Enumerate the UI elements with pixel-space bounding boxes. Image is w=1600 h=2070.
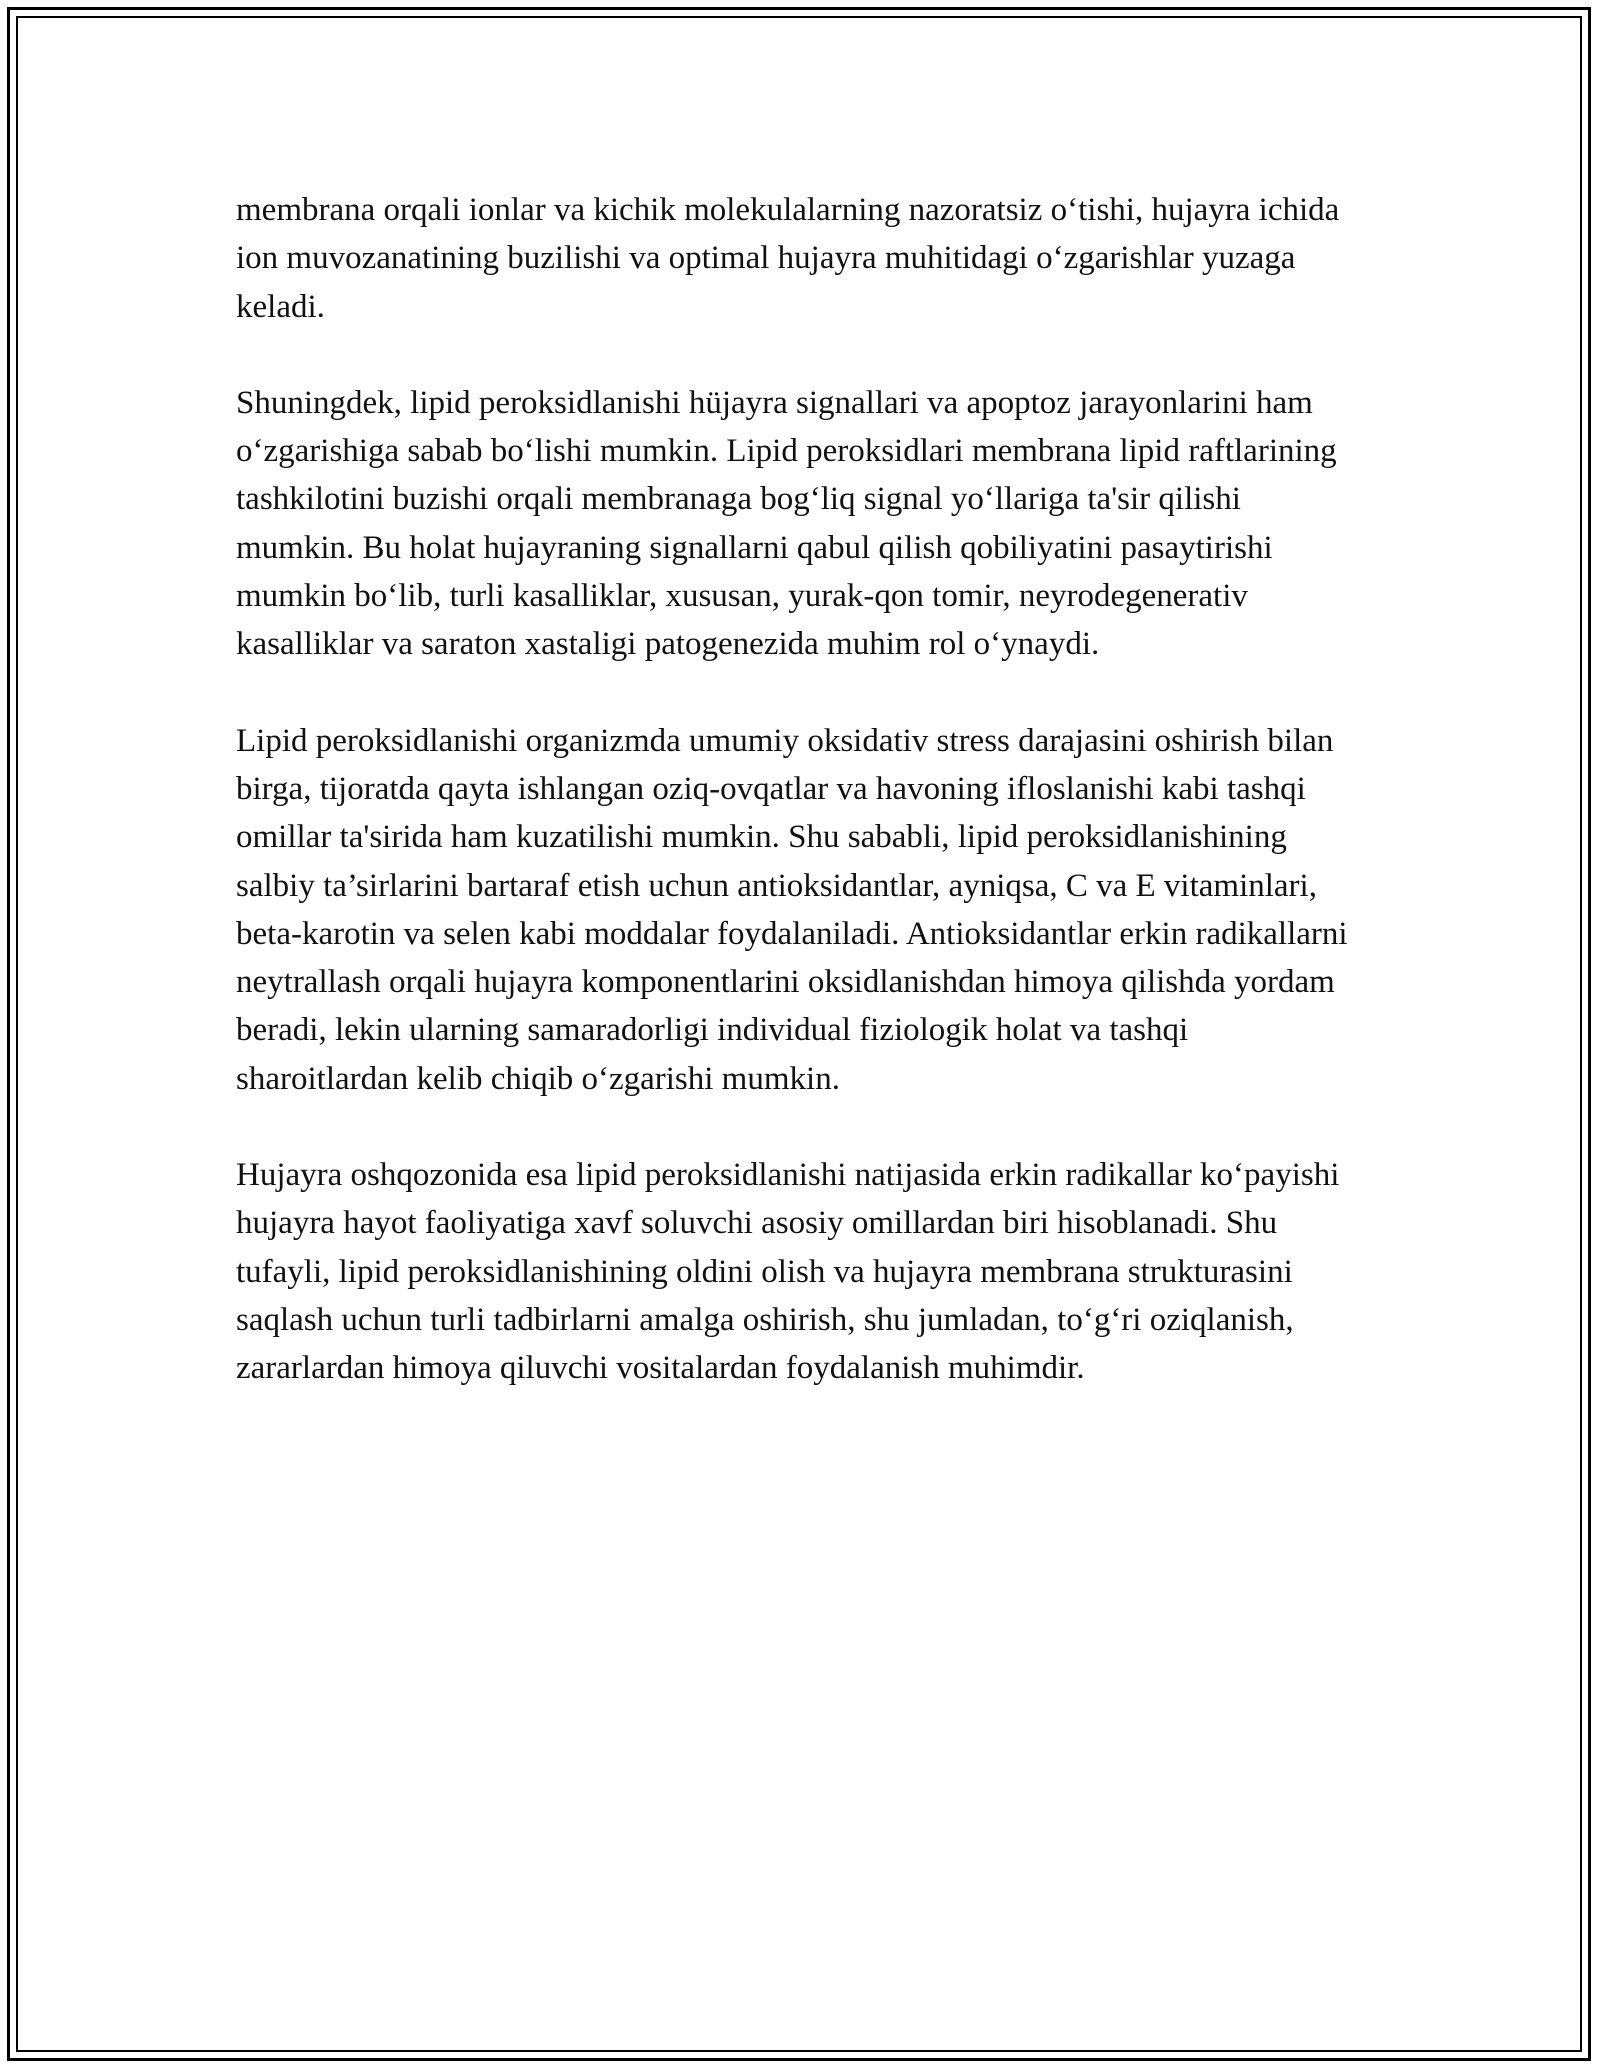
document-body xyxy=(236,186,1366,1393)
paragraph-membrane-transport: membrana orqali ionlar va kichik molekulalarning nazoratsiz o‘tishi, hujayra ichida ion muvozanatining buzilishi va optimal hujayra muhitidagi o‘zgarishlar yuzaga keladi. xyxy=(236,192,1340,325)
paragraph-antioxidants: Lipid peroksidlanishi organizmda umumiy oksidativ stress darajasini oshirish bilan birga, tijoratda qayta ishlangan oziq-ovqatlar va havoning ifloslanishi kabi tashqi omillar ta'sirida ham kuzatilishi mumkin. Shu sababli, lipid peroksidlanishining salbiy ta’sirlarini bartaraf etish uchun antioksidantlar, ayniqsa, C va E vitaminlari, beta-karotin va selen kabi moddalar foydalaniladi. Antioksidantlar erkin radikallarni neytrallash orqali hujayra komponentlarini oksidlanishdan himoya qilishda yordam beradi, lekin ularning samaradorligi individual fiziologik holat va tashqi sharoitlardan kelib chiqib o‘zgarishi mumkin. xyxy=(236,722,1348,1097)
paragraph-cell-signaling: Shuningdek, lipid peroksidlanishi hüjayra signallari va apoptoz jarayonlarini ham o‘zgarishiga sabab bo‘lishi mumkin. Lipid peroksidlari membrana lipid raftlarining tashkilotini buzishi orqali membranaga bog‘liq signal yo‘llariga ta'sir qilishi mumkin. Bu holat hujayraning signallarni qabul qilish qobiliyatini pasaytirishi mumkin bo‘lib, turli kasalliklar, xususan, yurak-qon tomir, neyrodegenerativ kasalliklar va saraton xastaligi patogenezida muhim rol o‘ynaydi. xyxy=(236,384,1337,663)
paragraph-prevention: Hujayra oshqozonida esa lipid peroksidlanishi natijasida erkin radikallar ko‘payishi hujayra hayot faoliyatiga xavf soluvchi asosiy omillardan biri hisoblanadi. Shu tufayli, lipid peroksidlanishining oldini olish va hujayra membrana strukturasini saqlash uchun turli tadbirlarni amalga oshirish, shu jumladan, to‘g‘ri oziqlanish, zararlardan himoya qiluvchi vositalardan foydalanish muhimdir. xyxy=(236,1157,1340,1387)
